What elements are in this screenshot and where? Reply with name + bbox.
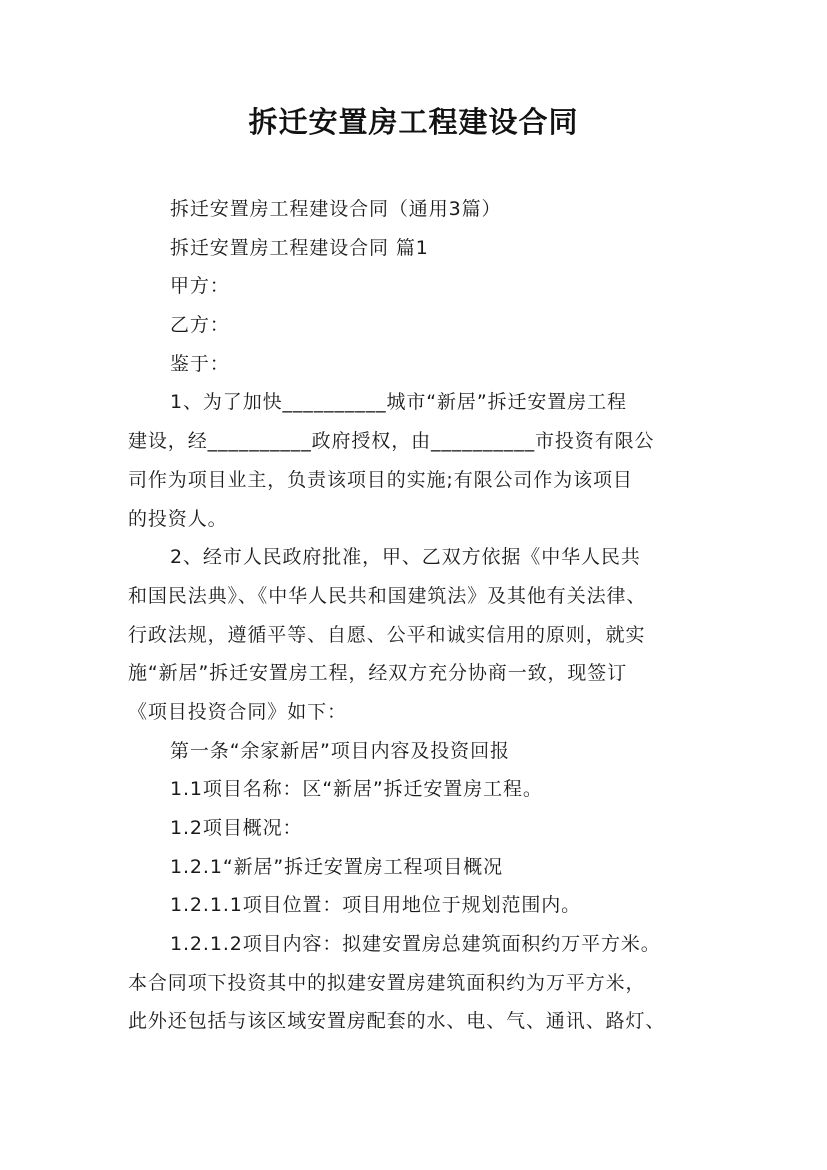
body-line: 本合同项下投资其中的拟建安置房建筑面积约为万平方米， xyxy=(128,971,646,994)
body-line: 第一条“余家新居”项目内容及投资回报 xyxy=(170,739,510,762)
body-line: 1.2项目概况： xyxy=(170,817,303,839)
body-line: 2、经市人民政府批准，甲、乙双方依据《中华人民共 xyxy=(170,546,641,569)
body-line: 施“新居”拆迁安置房工程，经双方充分协商一致，现签订 xyxy=(128,662,628,685)
body-line: 《项目投资合同》如下： xyxy=(128,700,347,723)
body-line: 1.2.1.1项目位置：项目用地位于规划范围内。 xyxy=(170,894,582,917)
body-line: 行政法规，遵循平等、自愿、公平和诚实信用的原则，就实 xyxy=(128,623,646,646)
body-line: 和国民法典》、《中华人民共和国建筑法》及其他有关法律、 xyxy=(128,584,647,607)
body-line: 1.1项目名称：区“新居”拆迁安置房工程。 xyxy=(170,778,543,801)
body-line: 拆迁安置房工程建设合同（通用3篇） xyxy=(170,198,502,220)
body-line: 1.2.1.2项目内容：拟建安置房总建筑面积约万平方米。 xyxy=(170,933,661,956)
body-line: 的投资人。 xyxy=(128,507,228,530)
document-title: 拆迁安置房工程建设合同 xyxy=(248,105,579,139)
body-line: 拆迁安置房工程建设合同 篇1 xyxy=(170,236,429,259)
body-line: 鉴于： xyxy=(170,352,230,375)
body-line: 建设，经__________政府授权，由__________市投资有限公 xyxy=(128,430,655,453)
body-line: 1.2.1“新居”拆迁安置房工程项目概况 xyxy=(170,855,504,878)
document-body xyxy=(128,190,706,1041)
body-line: 司作为项目业主，负责该项目的实施;有限公司作为该项目 xyxy=(128,468,633,491)
body-line: 此外还包括与该区域安置房配套的水、电、气、通讯、路灯、 xyxy=(128,1010,666,1033)
body-line: 1、为了加快__________城市“新居”拆迁安置房工程 xyxy=(170,391,627,414)
body-line: 乙方： xyxy=(170,314,230,337)
body-line: 甲方： xyxy=(170,275,230,298)
